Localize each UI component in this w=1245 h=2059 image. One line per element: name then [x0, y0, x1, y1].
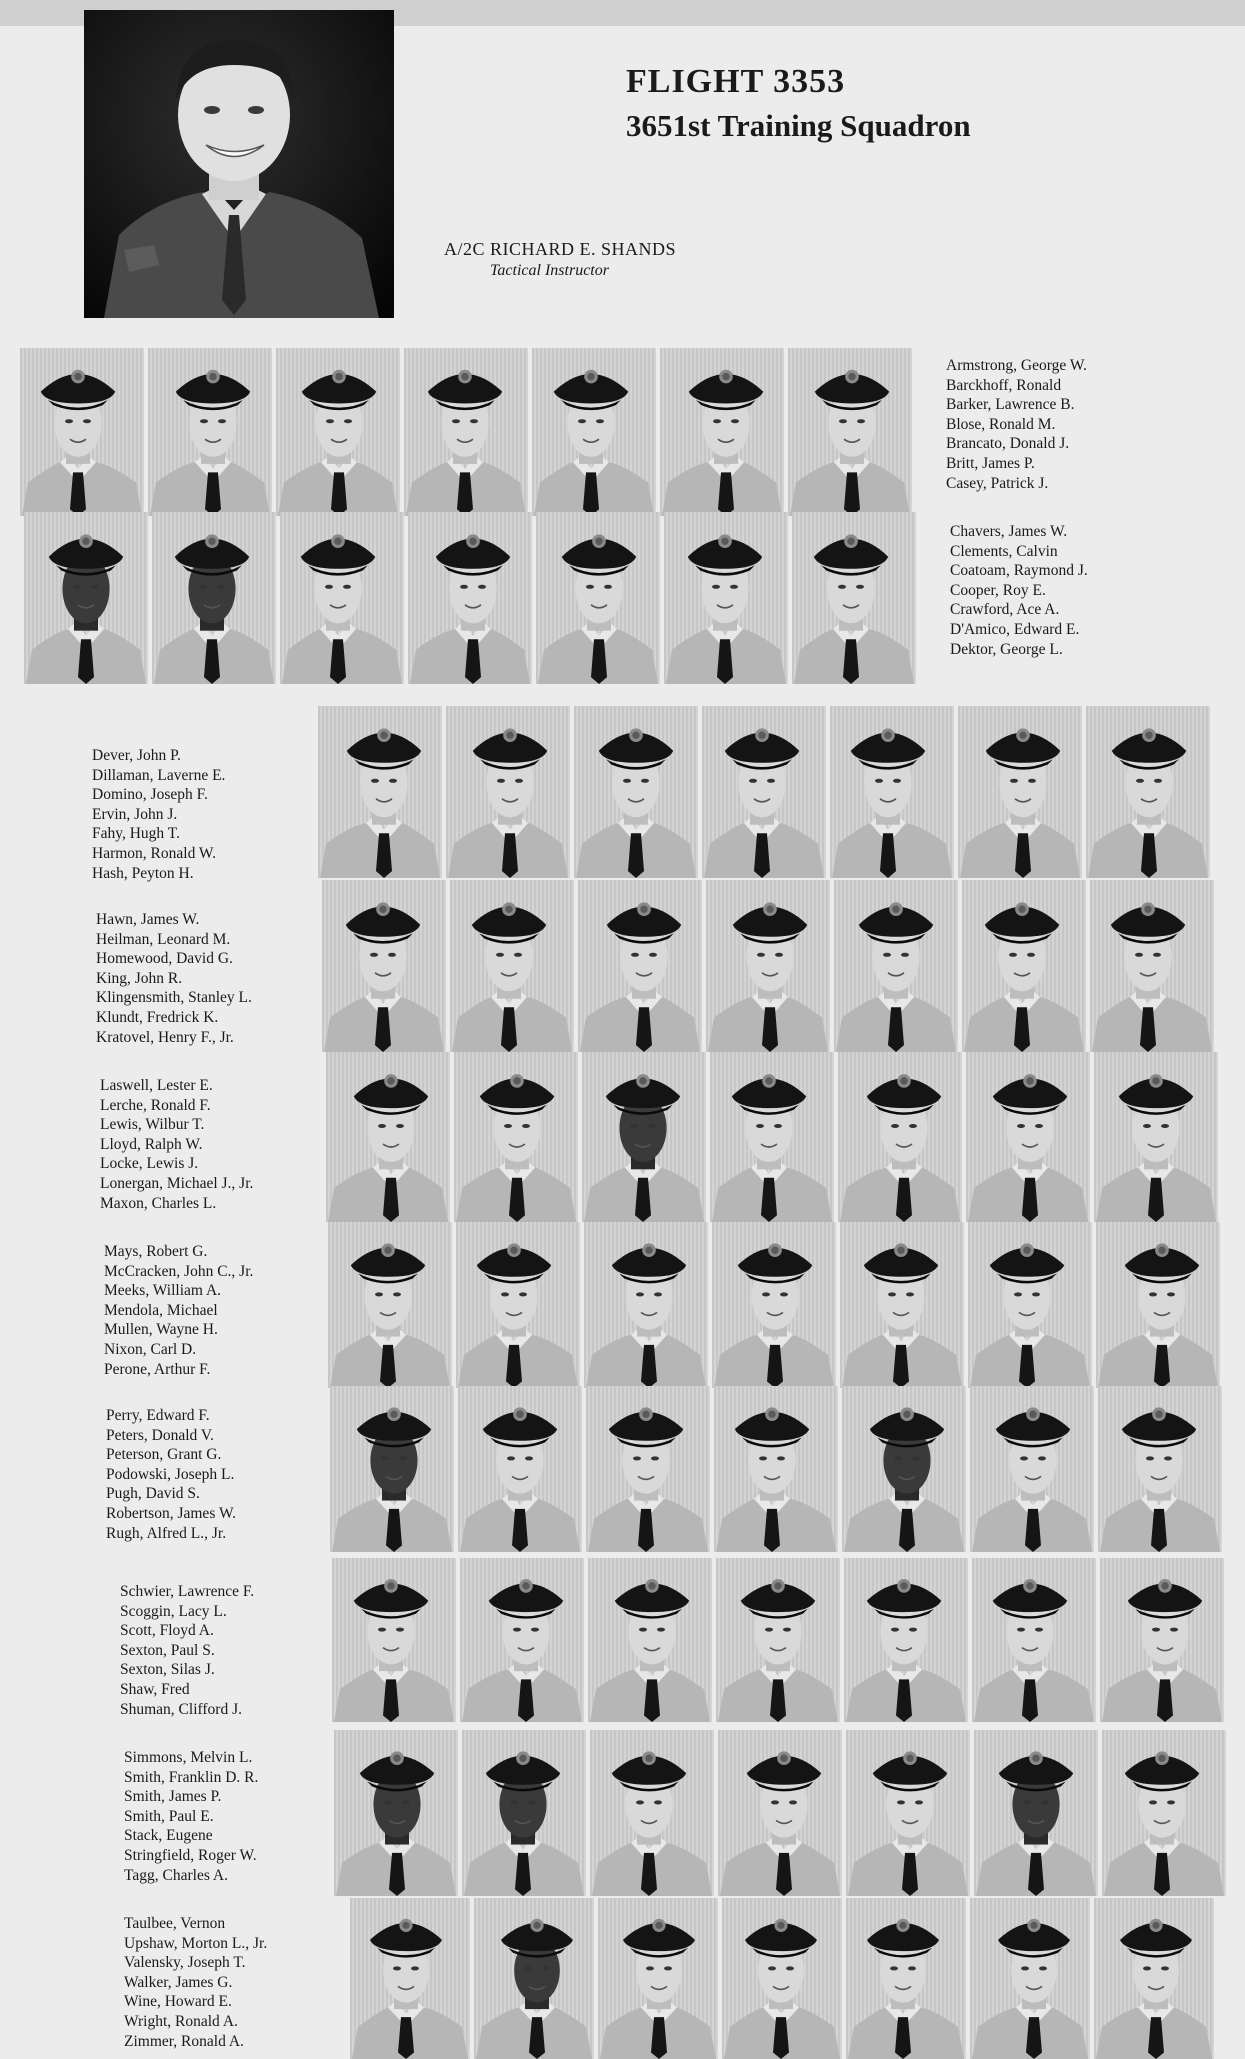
- trainee-photo: [582, 1052, 706, 1222]
- trainee-photo: [792, 512, 916, 684]
- trainee-name: Homewood, David G.: [96, 950, 233, 968]
- trainee-name: Shaw, Fred: [120, 1680, 190, 1698]
- trainee-photo: [326, 1052, 450, 1222]
- trainee-name: Rugh, Alfred L., Jr.: [106, 1524, 227, 1542]
- trainee-photo: [454, 1052, 578, 1222]
- photo-strip: [332, 1558, 1224, 1722]
- trainee-name: Locke, Lewis J.: [100, 1155, 199, 1173]
- trainee-photo: [968, 1222, 1092, 1388]
- trainee-name: Smith, Franklin D. R.: [124, 1768, 259, 1786]
- trainee-name: D'Amico, Edward E.: [950, 620, 1080, 638]
- trainee-photo: [958, 706, 1082, 878]
- name-list-3: [92, 746, 225, 883]
- trainee-name: Ervin, John J.: [92, 805, 178, 823]
- photo-strip: [350, 1898, 1214, 2059]
- trainee-name: Smith, Paul E.: [124, 1807, 214, 1825]
- trainee-name: Simmons, Melvin L.: [124, 1749, 253, 1766]
- trainee-photo: [962, 880, 1086, 1052]
- trainee-name: Stack, Eugene: [124, 1827, 213, 1845]
- trainee-name: Tagg, Charles A.: [124, 1866, 228, 1884]
- trainee-name: Mullen, Wayne H.: [104, 1321, 218, 1339]
- name-list-9: [124, 1748, 258, 1885]
- trainee-name: Perry, Edward F.: [106, 1407, 210, 1424]
- trainee-photo: [1094, 1052, 1218, 1222]
- trainee-photo: [322, 880, 446, 1052]
- trainee-name: Smith, James P.: [124, 1788, 222, 1806]
- trainee-photo: [332, 1558, 456, 1722]
- trainee-name: Podowski, Joseph L.: [106, 1465, 235, 1483]
- trainee-photo: [844, 1558, 968, 1722]
- trainee-photo: [330, 1386, 454, 1552]
- trainee-name: Shuman, Clifford J.: [120, 1700, 242, 1718]
- trainee-name: Domino, Joseph F.: [92, 786, 208, 804]
- trainee-name: Britt, James P.: [946, 454, 1035, 472]
- trainee-photo: [840, 1222, 964, 1388]
- trainee-name: Dever, John P.: [92, 747, 181, 764]
- trainee-photo: [710, 1052, 834, 1222]
- trainee-name: Wright, Ronald A.: [124, 2012, 238, 2030]
- trainee-photo: [584, 1222, 708, 1388]
- trainee-photo: [474, 1898, 594, 2059]
- trainee-photo: [280, 512, 404, 684]
- trainee-name: Sexton, Silas J.: [120, 1661, 215, 1679]
- trainee-photo: [706, 880, 830, 1052]
- trainee-name: Armstrong, George W.: [946, 357, 1087, 374]
- photo-strip: [24, 512, 916, 684]
- title-block: [626, 60, 971, 148]
- trainee-photo: [148, 348, 272, 516]
- trainee-photo: [460, 1558, 584, 1722]
- trainee-photo: [722, 1898, 842, 2059]
- trainee-photo: [966, 1052, 1090, 1222]
- trainee-photo: [456, 1222, 580, 1388]
- trainee-photo: [446, 706, 570, 878]
- trainee-photo: [1086, 706, 1210, 878]
- trainee-name: Casey, Patrick J.: [946, 474, 1049, 492]
- trainee-name: Walker, James G.: [124, 1973, 233, 1991]
- trainee-name: Mays, Robert G.: [104, 1243, 208, 1260]
- trainee-name: Klingensmith, Stanley L.: [96, 989, 252, 1007]
- trainee-name: Brancato, Donald J.: [946, 435, 1070, 453]
- trainee-name: Klundt, Fredrick K.: [96, 1008, 219, 1026]
- photo-strip: [330, 1386, 1222, 1552]
- trainee-photo: [974, 1730, 1098, 1896]
- trainee-name: Perone, Arthur F.: [104, 1360, 211, 1378]
- trainee-photo: [152, 512, 276, 684]
- trainee-name: Zimmer, Ronald A.: [124, 2032, 244, 2050]
- trainee-photo: [574, 706, 698, 878]
- trainee-photo: [404, 348, 528, 516]
- trainee-photo: [334, 1730, 458, 1896]
- flight-title: FLIGHT 3353: [626, 63, 846, 100]
- trainee-name: Blose, Ronald M.: [946, 415, 1056, 433]
- trainee-photo: [276, 348, 400, 516]
- trainee-photo: [462, 1730, 586, 1896]
- trainee-name: Pugh, David S.: [106, 1485, 200, 1503]
- trainee-name: Cooper, Roy E.: [950, 581, 1046, 599]
- trainee-name: Hash, Peyton H.: [92, 864, 194, 882]
- trainee-photo: [586, 1386, 710, 1552]
- trainee-name: Valensky, Joseph T.: [124, 1954, 246, 1972]
- trainee-name: Schwier, Lawrence F.: [120, 1583, 255, 1600]
- trainee-name: Harmon, Ronald W.: [92, 844, 216, 862]
- trainee-photo: [1094, 1898, 1214, 2059]
- squadron-title: 3651st Training Squadron: [626, 108, 971, 143]
- photo-strip: [322, 880, 1214, 1052]
- trainee-photo: [590, 1730, 714, 1896]
- trainee-name: Lerche, Ronald F.: [100, 1096, 211, 1114]
- trainee-name: Scoggin, Lacy L.: [120, 1602, 227, 1620]
- trainee-name: Mendola, Michael: [104, 1301, 218, 1319]
- trainee-photo: [318, 706, 442, 878]
- trainee-name: Laswell, Lester E.: [100, 1077, 213, 1094]
- trainee-photo: [598, 1898, 718, 2059]
- trainee-photo: [328, 1222, 452, 1388]
- name-list-6: [104, 1242, 253, 1379]
- trainee-name: Lonergan, Michael J., Jr.: [100, 1174, 254, 1192]
- trainee-photo: [408, 512, 532, 684]
- name-list-8: [120, 1582, 254, 1719]
- name-list-1: [946, 356, 1087, 493]
- trainee-photo: [458, 1386, 582, 1552]
- trainee-name: Stringfield, Roger W.: [124, 1846, 257, 1864]
- trainee-name: Clements, Calvin: [950, 542, 1058, 560]
- trainee-photo: [714, 1386, 838, 1552]
- photo-strip: [326, 1052, 1218, 1222]
- photo-strip: [318, 706, 1210, 878]
- trainee-photo: [1100, 1558, 1224, 1722]
- trainee-name: Barker, Lawrence B.: [946, 396, 1075, 414]
- trainee-name: Barckhoff, Ronald: [946, 376, 1062, 394]
- instructor-portrait: [84, 10, 394, 318]
- trainee-name: King, John R.: [96, 969, 183, 987]
- trainee-photo: [838, 1052, 962, 1222]
- trainee-photo: [1096, 1222, 1220, 1388]
- trainee-photo: [718, 1730, 842, 1896]
- trainee-photo: [1098, 1386, 1222, 1552]
- trainee-photo: [1102, 1730, 1226, 1896]
- trainee-name: Dektor, George L.: [950, 640, 1063, 658]
- instructor-name: A/2C RICHARD E. SHANDS: [444, 239, 677, 259]
- trainee-photo: [532, 348, 656, 516]
- trainee-name: Lewis, Wilbur T.: [100, 1116, 205, 1134]
- photo-strip: [20, 348, 912, 516]
- name-list-5: [100, 1076, 253, 1213]
- trainee-photo: [702, 706, 826, 878]
- trainee-name: McCracken, John C., Jr.: [104, 1262, 254, 1280]
- trainee-photo: [578, 880, 702, 1052]
- trainee-name: Sexton, Paul S.: [120, 1641, 215, 1659]
- trainee-name: Meeks, William A.: [104, 1282, 222, 1300]
- trainee-name: Upshaw, Morton L., Jr.: [124, 1934, 268, 1952]
- trainee-name: Peters, Donald V.: [106, 1426, 214, 1444]
- trainee-name: Crawford, Ace A.: [950, 601, 1060, 619]
- name-list-7: [106, 1406, 236, 1543]
- trainee-name: Maxon, Charles L.: [100, 1194, 217, 1212]
- trainee-photo: [716, 1558, 840, 1722]
- name-list-10: [124, 1914, 267, 2051]
- name-list-4: [96, 910, 252, 1047]
- trainee-photo: [20, 348, 144, 516]
- trainee-name: Chavers, James W.: [950, 523, 1068, 540]
- trainee-photo: [970, 1386, 1094, 1552]
- trainee-photo: [450, 880, 574, 1052]
- photo-strip: [334, 1730, 1226, 1896]
- trainee-name: Wine, Howard E.: [124, 1993, 232, 2011]
- trainee-photo: [1090, 880, 1214, 1052]
- trainee-photo: [788, 348, 912, 516]
- trainee-photo: [972, 1558, 1096, 1722]
- trainee-name: Kratovel, Henry F., Jr.: [96, 1028, 234, 1046]
- trainee-name: Lloyd, Ralph W.: [100, 1135, 203, 1153]
- trainee-name: Taulbee, Vernon: [124, 1915, 226, 1932]
- trainee-photo: [712, 1222, 836, 1388]
- trainee-name: Fahy, Hugh T.: [92, 825, 180, 843]
- trainee-photo: [350, 1898, 470, 2059]
- trainee-photo: [664, 512, 788, 684]
- photo-strip: [328, 1222, 1220, 1388]
- trainee-name: Hawn, James W.: [96, 911, 200, 928]
- trainee-photo: [846, 1730, 970, 1896]
- trainee-photo: [24, 512, 148, 684]
- trainee-photo: [660, 348, 784, 516]
- trainee-photo: [536, 512, 660, 684]
- trainee-name: Dillaman, Laverne E.: [92, 766, 226, 784]
- trainee-name: Robertson, James W.: [106, 1504, 237, 1522]
- trainee-name: Peterson, Grant G.: [106, 1446, 222, 1464]
- trainee-photo: [834, 880, 958, 1052]
- trainee-name: Heilman, Leonard M.: [96, 930, 231, 948]
- trainee-photo: [588, 1558, 712, 1722]
- trainee-photo: [842, 1386, 966, 1552]
- trainee-name: Scott, Floyd A.: [120, 1622, 214, 1640]
- name-list-2: [950, 522, 1088, 659]
- trainee-photo: [846, 1898, 966, 2059]
- trainee-name: Coatoam, Raymond J.: [950, 562, 1088, 580]
- trainee-photo: [830, 706, 954, 878]
- instructor-title: Tactical Instructor: [490, 262, 609, 279]
- trainee-name: Nixon, Carl D.: [104, 1340, 197, 1358]
- trainee-photo: [970, 1898, 1090, 2059]
